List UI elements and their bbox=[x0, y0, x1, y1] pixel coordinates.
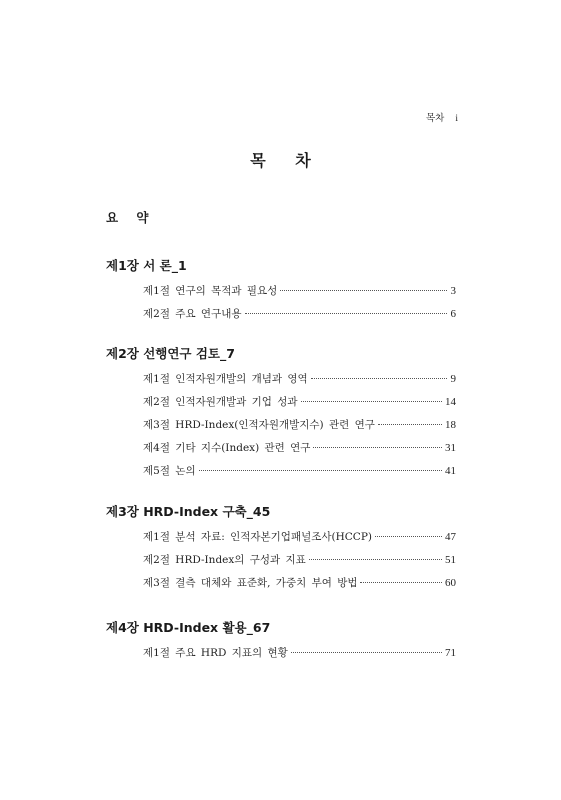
toc-entry-label: 제3절 HRD-Index(인적자원개발지수) 관련 연구 bbox=[143, 419, 375, 431]
toc-entry[interactable] bbox=[143, 642, 456, 665]
dot-leader bbox=[199, 470, 442, 471]
chapter-4 bbox=[106, 618, 456, 665]
toc-entry[interactable] bbox=[143, 460, 456, 483]
dot-leader bbox=[280, 290, 447, 291]
section-list bbox=[106, 642, 456, 665]
toc-entry-page: 6 bbox=[450, 308, 456, 320]
section-list bbox=[106, 280, 456, 326]
toc-entry-label: 제4절 기타 지수(Index) 관련 연구 bbox=[143, 442, 311, 454]
toc-entry-label: 제5절 논의 bbox=[143, 465, 196, 477]
chapter-1 bbox=[106, 256, 456, 326]
section-list bbox=[106, 368, 456, 483]
running-header bbox=[426, 110, 458, 124]
toc-title: 목 차 bbox=[250, 151, 323, 170]
toc-entry-label: 제2절 주요 연구내용 bbox=[143, 308, 242, 320]
running-header-text: 목차 bbox=[425, 113, 445, 124]
toc-entry-label: 제1절 주요 HRD 지표의 현황 bbox=[143, 647, 288, 659]
toc-entry-page: 41 bbox=[445, 465, 456, 477]
toc-entry-page: 14 bbox=[445, 396, 456, 408]
toc-entry-label: 제3절 결측 대체와 표준화, 가중치 부여 방법 bbox=[143, 577, 358, 589]
toc-entry-page: 51 bbox=[445, 554, 456, 566]
toc-entry-label: 제1절 인적자원개발의 개념과 영역 bbox=[143, 373, 308, 385]
chapter-title[interactable]: 제2장 선행연구 검토_7 bbox=[106, 346, 235, 361]
dot-leader bbox=[245, 313, 448, 314]
chapter-title[interactable]: 제3장 HRD-Index 구축_45 bbox=[106, 504, 271, 519]
dot-leader bbox=[311, 378, 447, 379]
dot-leader bbox=[291, 652, 442, 653]
toc-entry-page: 71 bbox=[445, 647, 456, 659]
toc-entry-label: 제2절 인적자원개발과 기업 성과 bbox=[143, 396, 298, 408]
toc-entry-page: 3 bbox=[450, 285, 456, 297]
dot-leader bbox=[378, 424, 442, 425]
toc-entry-label: 제2절 HRD-Index의 구성과 지표 bbox=[143, 554, 306, 566]
dot-leader bbox=[309, 559, 442, 560]
chapter-title[interactable]: 제4장 HRD-Index 활용_67 bbox=[106, 620, 271, 635]
toc-entry-page: 9 bbox=[450, 373, 456, 385]
chapter-2 bbox=[106, 344, 456, 483]
toc-entry-page: 47 bbox=[445, 531, 456, 543]
toc-entry-page: 31 bbox=[445, 442, 456, 454]
toc-entry[interactable] bbox=[143, 526, 456, 549]
toc-entry-label: 제1절 연구의 목적과 필요성 bbox=[143, 285, 278, 297]
toc-entry[interactable] bbox=[143, 437, 456, 460]
toc-entry-page: 60 bbox=[445, 577, 456, 589]
toc-entry[interactable] bbox=[143, 368, 456, 391]
chapter-3 bbox=[106, 502, 456, 595]
running-header-page-number: i bbox=[455, 114, 458, 124]
toc-entry-label: 제1절 분석 자료: 인적자본기업패널조사(HCCP) bbox=[143, 531, 373, 543]
toc-entry-page: 18 bbox=[445, 419, 456, 431]
chapter-title[interactable]: 제1장 서 론_1 bbox=[106, 258, 187, 273]
dot-leader bbox=[375, 536, 442, 537]
toc-entry[interactable] bbox=[143, 303, 456, 326]
dot-leader bbox=[301, 401, 442, 402]
toc-entry[interactable] bbox=[143, 414, 456, 437]
section-list bbox=[106, 526, 456, 595]
toc-entry[interactable] bbox=[143, 572, 456, 595]
dot-leader bbox=[360, 582, 442, 583]
toc-entry[interactable] bbox=[143, 391, 456, 414]
toc-entry[interactable] bbox=[143, 549, 456, 572]
summary-entry[interactable]: 요 약 bbox=[106, 210, 156, 225]
toc-entry[interactable] bbox=[143, 280, 456, 303]
dot-leader bbox=[313, 447, 442, 448]
